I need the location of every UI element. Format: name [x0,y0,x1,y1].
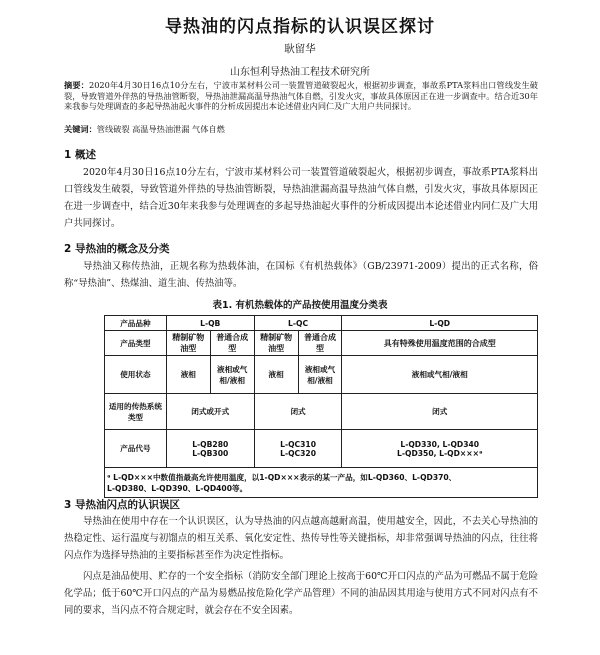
section-3-paragraph-2: 闪点是油品使用、贮存的一个安全指标（消防安全部门理论上按高于60℃开口闪点的产品为可燃品不属于危险化学品；低于60℃开口闪点的产品为易燃品按危险化学产品管理）不同的油品因其用途与使用方式不同对闪点有不同的要求，当闪点不符合规定时，就会存在不安全因素。 [64,571,538,616]
table-header-cell: 产品类型 [105,331,167,356]
section-1-text: 2020年4月30日16点10分左右，宁波市某材料公司一装置管道破裂起火，根据初步调查，事故系PTA浆料出口管线发生破裂，导致管道外伴热的导热油管断裂，导热油泄漏高温导热油气体自燃，引发火灾，事故具体原因正在进一步调查中，结合近30年来我参与处理调查的多起导热油起火事件的分析成因提出本论述借业内同仁及广大用户共同探讨。 [64,167,538,229]
footnote-line: L-QD380、L-QD390、L-QD400等。 [107,483,248,493]
table-cell: 精制矿物油型 [254,331,298,356]
table-cell: 液相 [254,356,298,394]
table-row [105,394,538,430]
abstract [64,80,538,112]
table-row [105,430,538,468]
product-code: L-QC320 [280,448,316,458]
product-code: L-QD350, L-QD×××ᵃ [397,448,483,458]
keywords-label: 关键词： [64,124,97,134]
table-cell: 具有特殊使用温度范围的合成型 [342,331,538,356]
table-header-cell: 适用的传热系统类型 [105,394,167,430]
table-cell: 普通合成型 [210,331,254,356]
table-cell: 普通合成型 [298,331,342,356]
keywords-text: 管线破裂 高温导热油泄漏 气体自燃 [96,124,225,134]
table-header-cell: 产品品种 [105,316,167,331]
table-row [105,331,538,356]
table-cell [342,430,538,468]
table-cell [166,430,254,468]
table-header-cell: 使用状态 [105,356,167,394]
table-cell [254,430,342,468]
table-cell: 闭式或开式 [166,394,254,430]
paper-title: 导热油的闪点指标的认识误区探讨 [165,17,435,37]
product-code: L-QC310 [280,439,316,449]
table-cell: 闭式 [342,394,538,430]
table-cell: L-QB [166,316,254,331]
product-code: L-QB280 [192,439,229,449]
table-cell: 液相或气相/液相 [210,356,254,394]
table-row [105,316,538,331]
footnote-line: ᵃ L-QD×××中数值指最高允许使用温度，以1-QD×××表示的某一产品，如L-QD360、L-QD370、 [107,472,457,482]
section-3-heading: 3 导热油闪点的认识误区 [64,499,180,511]
abstract-label: 摘要： [64,80,89,90]
table-cell: 精制矿物油型 [166,331,210,356]
table-footnote [105,468,538,498]
table-header-cell: 产品代号 [105,430,167,468]
section-2-text: 导热油又称传热油，正规名称为热载体油，在国标《有机热载体》（GB/23971-2009）提出的正式名称，俗称“导热油”、热煤油、道生油、传热油等。 [64,261,538,289]
section-1-heading: 1 概述 [64,149,96,161]
table-cell: 液相或气相/液相 [298,356,342,394]
product-code: L-QD330, L-QD340 [400,439,480,449]
table-caption: 表1. 有机热载体的产品按使用温度分类表 [212,300,388,311]
table-cell: L-QC [254,316,342,331]
table-cell: 闭式 [254,394,342,430]
table-cell: L-QD [342,316,538,331]
table-cell: 液相 [166,356,210,394]
section-2-heading: 2 导热油的概念及分类 [64,243,170,255]
product-code: L-QB300 [192,448,229,458]
table-row [105,468,538,498]
abstract-text: 2020年4月30日16点10分左右，宁波市某材料公司一装置管道破裂起火，根据初步调查，事故系PTA浆料出口管线发生破裂，导致管道外伴热的导热油管断裂，导热油泄漏高温导热油气体自燃，引发火灾，事故具体原因正在进一步调查中。结合近30年来我参与处理调查的多起导热油起火事件的分析成因提出本论述借业内同仁及广大用户共同探讨。 [64,80,538,112]
paper-author: 耿留华 [284,43,316,55]
table-row [105,356,538,394]
table-cell: 液相或气相/液相 [342,356,538,394]
classification-table [104,315,538,498]
section-3-paragraph-1: 导热油在使用中存在一个认识误区，认为导热油的闪点越高越耐高温，使用越安全，因此，不去关心导热油的热稳定性、运行温度与初馏点的相互关系、氧化安定性、热传导性等关键指标，却非常强调导热油的闪点，往往将闪点作为选择导热油的主要指标甚至作为决定性指标。 [64,516,538,561]
keywords [64,124,538,135]
paper-affiliation: 山东恒利导热油工程技术研究所 [230,67,370,78]
